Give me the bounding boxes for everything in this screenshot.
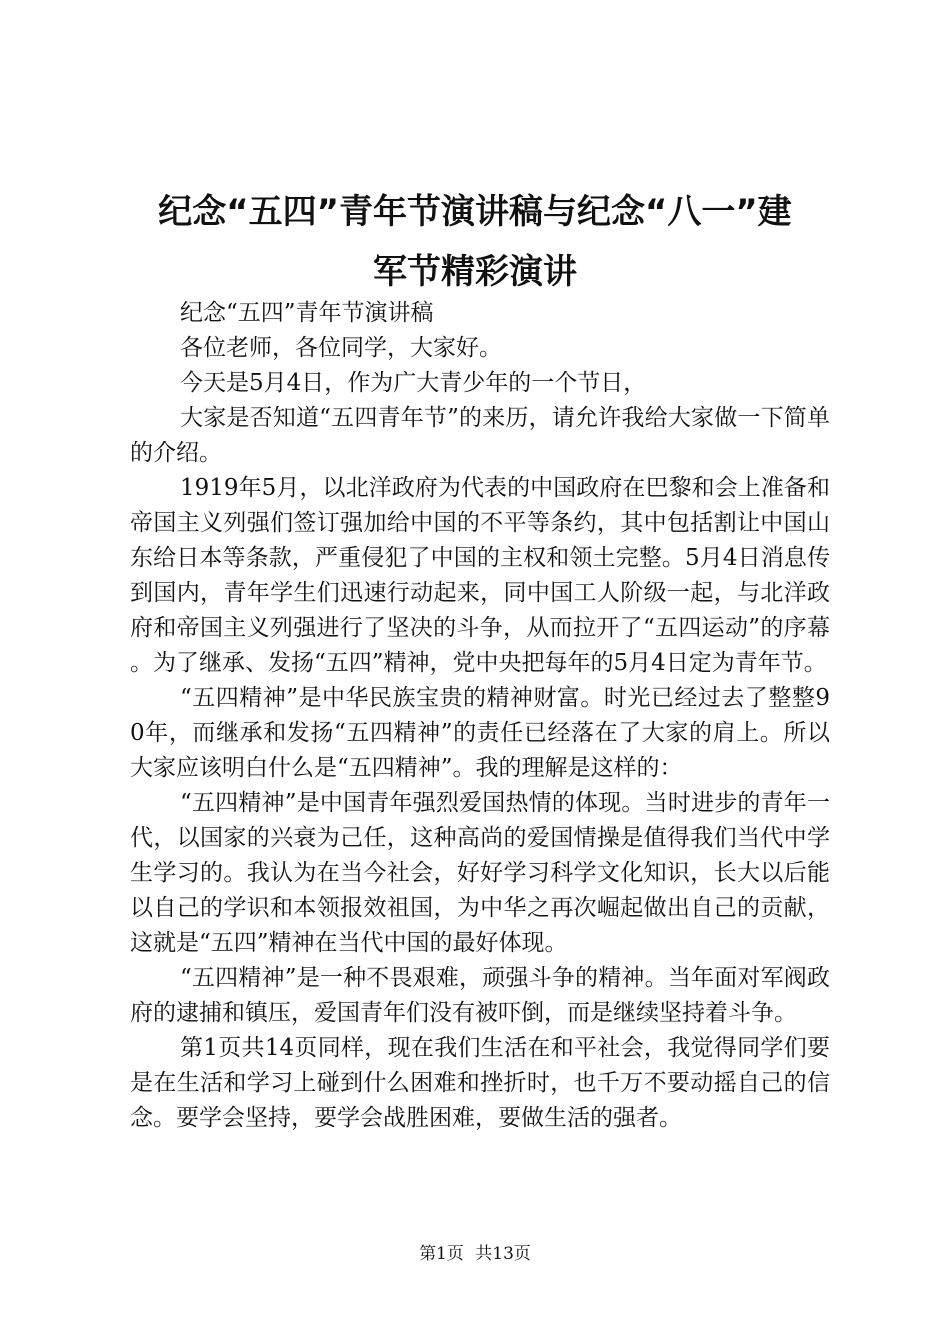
paragraph: “五四精神”是一种不畏艰难，顽强斗争的精神。当年面对军阀政府的逮捕和镇压，爱国青年们没有被吓倒，而是继续坚持着斗争。 bbox=[130, 965, 830, 1026]
paragraph: “五四精神”是中国青年强烈爱国热情的体现。当时进步的青年一代，以国家的兴衰为己任，这种高尚的爱国情操是值得我们当代中学生学习的。我认为在当今社会，好好学习科学文化知识，长大以后能以自己的学识和本领报效祖国，为中华之再次崛起做出自己的贡献，这就是“五四”精神在当代中国的最好体现。 bbox=[130, 790, 830, 956]
document-title bbox=[120, 182, 830, 302]
paragraph: 大家是否知道“五四青年节”的来历，请允许我给大家做一下简单的介绍。 bbox=[130, 405, 830, 466]
document-body bbox=[130, 296, 830, 1136]
title-line-2: 军节精彩演讲 bbox=[373, 252, 577, 292]
page-total: 共13页 bbox=[475, 1244, 531, 1264]
paragraph: 第1页共14页同样，现在我们生活在和平社会，我觉得同学们要是在生活和学习上碰到什么困难和挫折时，也千万不要动摇自己的信念。要学会坚持，要学会战胜困难，要做生活的强者。 bbox=[130, 1035, 830, 1131]
paragraph: 今天是5月4日，作为广大青少年的一个节日， bbox=[180, 370, 647, 396]
page-footer bbox=[0, 1242, 950, 1266]
paragraph: 1919年5月，以北洋政府为代表的中国政府在巴黎和会上准备和帝国主义列强们签订强加给中国的不平等条约，其中包括割让中国山东给日本等条款，严重侵犯了中国的主权和领土完整。5月4日消息传到国内，青年学生们迅速行动起来，同中国工人阶级一起，与北洋政府和帝国主义列强进行了坚决的斗争，从而拉开了“五四运动”的序幕。为了继承、发扬“五四”精神，党中央把每年的5月4日定为青年节。 bbox=[130, 475, 830, 676]
page-number: 第1页 bbox=[419, 1244, 464, 1264]
paragraph: 各位老师，各位同学，大家好。 bbox=[180, 335, 502, 361]
title-line-1: 纪念“五四”青年节演讲稿与纪念“八一”建 bbox=[158, 192, 792, 232]
paragraph: “五四精神”是中华民族宝贵的精神财富。时光已经过去了整整90年，而继承和发扬“五四精神”的责任已经落在了大家的肩上。所以大家应该明白什么是“五四精神”。我的理解是这样的： bbox=[130, 685, 830, 781]
paragraph: 纪念“五四”青年节演讲稿 bbox=[180, 300, 434, 326]
